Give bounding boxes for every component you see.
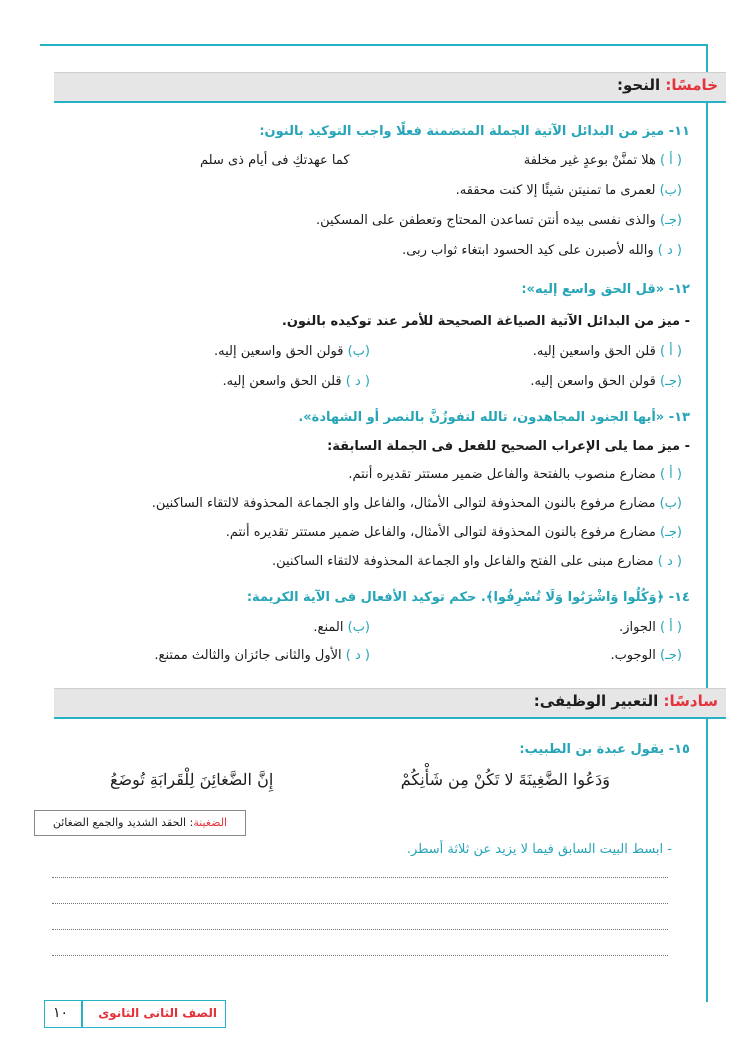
q14-option-d[interactable] xyxy=(154,648,370,663)
q11-option-d[interactable] xyxy=(402,243,682,258)
option-label: (ب) xyxy=(347,344,370,359)
q12-option-b[interactable] xyxy=(214,344,370,359)
option-text: الأول والثانى جائزان والثالث ممتنع. xyxy=(154,648,342,663)
answer-line[interactable] xyxy=(52,955,668,956)
q14-option-a[interactable] xyxy=(619,620,682,635)
option-text: المنع. xyxy=(313,620,344,635)
option-label: (ب) xyxy=(659,496,682,511)
question-15-instruction: - ابسط البيت السابق فيما لا يزيد عن ثلاثة أسطر. xyxy=(406,842,672,857)
q12-option-a[interactable] xyxy=(533,344,682,359)
option-text: لعمرى ما تمنيتن شيئًا إلا كنت محققه. xyxy=(455,183,656,198)
option-text: مضارع مبنى على الفتح والفاعل واو الجماعة المحذوفة لالتقاء الساكنين. xyxy=(271,554,654,569)
verse-second-hemistich: إِنَّ الضَّغائِنَ لِلْقَرابَةِ تُوضَعُ xyxy=(110,770,274,789)
defined-word: الضغينة xyxy=(193,816,228,829)
option-label: ( أ ) xyxy=(659,344,682,359)
q14-option-c[interactable] xyxy=(610,648,682,663)
option-label: ( أ ) xyxy=(659,153,682,168)
q13-option-b[interactable] xyxy=(152,496,682,511)
question-13-title: ١٣- «أيها الجنود المجاهدون، تالله لتفوزُنَّ بالنصر أو الشهادة». xyxy=(298,410,690,425)
q11-option-a[interactable] xyxy=(524,153,682,168)
option-label: ( د ) xyxy=(345,648,370,663)
page-number: ١٠ xyxy=(53,1005,69,1021)
question-11-title: ١١- ميز من البدائل الآتية الجملة المتضمنة فعلًا واجب التوكيد بالنون: xyxy=(259,124,690,139)
section-title xyxy=(617,76,718,94)
option-label: (جـ) xyxy=(660,648,682,663)
option-label: ( د ) xyxy=(345,374,370,389)
option-label: (ب) xyxy=(347,620,370,635)
option-label: (جـ) xyxy=(660,213,682,228)
section-header-grammar xyxy=(54,72,726,103)
q14-option-b[interactable] xyxy=(313,620,370,635)
option-label: ( د ) xyxy=(657,243,682,258)
option-text: قولن الحق واسعين إليه. xyxy=(214,344,344,359)
page-footer xyxy=(44,1000,226,1028)
option-text: قلن الحق واسعن إليه. xyxy=(222,374,342,389)
q13-option-c[interactable] xyxy=(226,525,682,540)
section-title xyxy=(534,692,718,710)
answer-line[interactable] xyxy=(52,903,668,904)
option-label: (جـ) xyxy=(660,525,682,540)
section-name: التعبير الوظيفى: xyxy=(533,692,664,710)
option-text: الوجوب. xyxy=(610,648,656,663)
q13-option-d[interactable] xyxy=(272,554,682,569)
grade-label: الصف الثانى الثانوى xyxy=(98,1006,217,1020)
section-name: النحو: xyxy=(617,76,666,94)
section-number: سادسًا: xyxy=(663,692,718,710)
question-12-instruction: - ميز من البدائل الآتية الصياغة الصحيحة للأمر عند توكيده بالنون. xyxy=(281,314,690,329)
question-14-title: ١٤- ﴿وَكُلُوا وَاشْرَبُوا وَلَا تُسْرِفُوا﴾. حكم توكيد الأفعال فى الآية الكريمة: xyxy=(246,590,690,605)
question-13-instruction: - ميز مما يلى الإعراب الصحيح للفعل فى الجملة السابقة: xyxy=(327,439,690,454)
option-text: الجواز. xyxy=(619,620,656,635)
option-text: مضارع مرفوع بالنون المحذوفة لتوالى الأمثال، والفاعل ضمير مستتر تقديره أنتم. xyxy=(225,525,656,540)
question-12-title: ١٢- «قل الحق واسع إليه»: xyxy=(521,282,690,297)
option-label: ( د ) xyxy=(657,554,682,569)
option-text: قولن الحق واسعن إليه. xyxy=(530,374,656,389)
option-text: هلا تمنَّنْ بوعدٍ غير مخلفة xyxy=(523,153,656,168)
option-label: ( أ ) xyxy=(659,467,682,482)
option-text: قلن الحق واسعين إليه. xyxy=(532,344,656,359)
section-number: خامسًا: xyxy=(665,76,718,94)
footer-divider xyxy=(81,1001,83,1027)
option-label: ( أ ) xyxy=(659,620,682,635)
vocabulary-definition-box xyxy=(34,810,246,836)
section-header-functional-writing xyxy=(54,688,726,719)
option-label: (ب) xyxy=(659,183,682,198)
definition-text: : الحقد الشديد والجمع الضغائن xyxy=(52,816,194,829)
q12-option-d[interactable] xyxy=(222,374,370,389)
answer-line[interactable] xyxy=(52,929,668,930)
question-15-title: ١٥- يقول عبدة بن الطبيب: xyxy=(519,742,690,757)
q12-option-c[interactable] xyxy=(530,374,682,389)
verse-first-hemistich: وَدَعُوا الضَّغِينَةَ لا تَكُنْ مِن شَأْنِكُمْ xyxy=(400,770,610,789)
option-text: والله لأصبرن على كيد الحسود ابتغاء ثواب ربى. xyxy=(402,243,654,258)
q13-option-a[interactable] xyxy=(348,467,682,482)
option-label: (جـ) xyxy=(660,374,682,389)
q11-option-b[interactable] xyxy=(456,183,682,198)
q11-option-a-second-hemistich: كما عهدتكِ فى أيام ذى سلم xyxy=(200,153,350,168)
option-text: والذى نفسى بيده أنتن تساعدن المحتاج وتعطفن على المسكين. xyxy=(316,213,656,228)
answer-line[interactable] xyxy=(52,877,668,878)
option-text: مضارع مرفوع بالنون المحذوفة لتوالى الأمثال، والفاعل واو الجماعة المحذوفة لالتقاء الساكنين. xyxy=(151,496,656,511)
q11-option-c[interactable] xyxy=(316,213,682,228)
option-text: مضارع منصوب بالفتحة والفاعل ضمير مستتر تقديره أنتم. xyxy=(348,467,656,482)
